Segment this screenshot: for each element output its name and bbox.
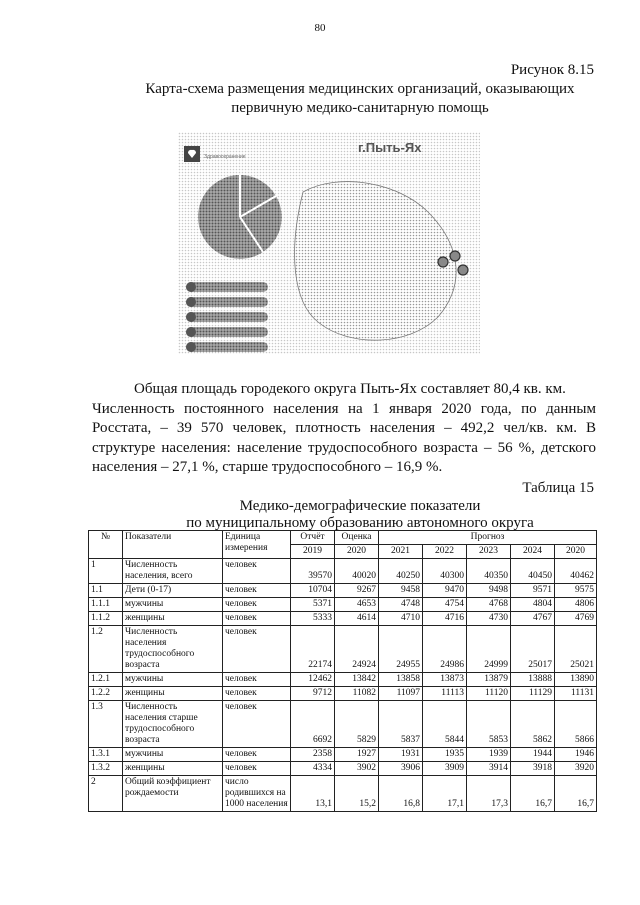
row-value: 15,2 bbox=[335, 776, 379, 812]
table-row bbox=[89, 673, 597, 687]
table-row bbox=[89, 762, 597, 776]
table-row bbox=[89, 701, 597, 748]
figure-title-line-2: первичную медико-санитарную помощь bbox=[231, 100, 489, 116]
header-unit: Единица измерения bbox=[223, 531, 291, 559]
row-value: 6692 bbox=[291, 701, 335, 748]
row-indicator: Численность населения старше трудоспособного возраста bbox=[123, 701, 223, 748]
row-value: 4730 bbox=[467, 612, 511, 626]
row-value: 9458 bbox=[379, 584, 423, 598]
row-value: 5333 bbox=[291, 612, 335, 626]
row-value: 11120 bbox=[467, 687, 511, 701]
figure-title bbox=[110, 80, 610, 118]
row-number: 1 bbox=[89, 559, 123, 584]
row-value: 1946 bbox=[555, 748, 597, 762]
row-unit: человек bbox=[223, 598, 291, 612]
header-report: Отчёт bbox=[291, 531, 335, 545]
row-value: 4754 bbox=[423, 598, 467, 612]
row-value: 5853 bbox=[467, 701, 511, 748]
row-indicator: женщины bbox=[123, 612, 223, 626]
row-value: 9571 bbox=[511, 584, 555, 598]
map-figure bbox=[178, 132, 480, 354]
row-unit: человек bbox=[223, 748, 291, 762]
row-value: 4748 bbox=[379, 598, 423, 612]
row-value: 2358 bbox=[291, 748, 335, 762]
row-value: 11113 bbox=[423, 687, 467, 701]
row-value: 4334 bbox=[291, 762, 335, 776]
header-year: 2024 bbox=[511, 545, 555, 559]
map-marker-icon bbox=[450, 251, 460, 261]
row-value: 24924 bbox=[335, 626, 379, 673]
row-value: 11129 bbox=[511, 687, 555, 701]
row-unit: человек bbox=[223, 559, 291, 584]
row-indicator: Численность населения трудоспособного возраста bbox=[123, 626, 223, 673]
map-marker-icon bbox=[458, 265, 468, 275]
row-value: 1939 bbox=[467, 748, 511, 762]
row-indicator: мужчины bbox=[123, 748, 223, 762]
row-indicator: женщины bbox=[123, 687, 223, 701]
row-number: 1.3.2 bbox=[89, 762, 123, 776]
row-value: 16,7 bbox=[555, 776, 597, 812]
table-title bbox=[110, 498, 610, 532]
row-number: 1.2.1 bbox=[89, 673, 123, 687]
row-number: 1.2.2 bbox=[89, 687, 123, 701]
row-number: 2 bbox=[89, 776, 123, 812]
row-value: 16,7 bbox=[511, 776, 555, 812]
map-marker-icon bbox=[438, 257, 448, 267]
row-value: 9575 bbox=[555, 584, 597, 598]
row-value: 3920 bbox=[555, 762, 597, 776]
figure-title-line-1: Карта-схема размещения медицинских организаций, оказывающих bbox=[145, 81, 575, 97]
table-label: Таблица 15 bbox=[522, 480, 594, 496]
row-value: 9498 bbox=[467, 584, 511, 598]
row-value: 4653 bbox=[335, 598, 379, 612]
row-value: 1927 bbox=[335, 748, 379, 762]
row-value: 1931 bbox=[379, 748, 423, 762]
row-unit: число родившихся на 1000 населения bbox=[223, 776, 291, 812]
row-value: 24955 bbox=[379, 626, 423, 673]
map-logo-text: Здравоохранение bbox=[204, 154, 246, 160]
body-paragraph bbox=[92, 380, 596, 478]
row-value: 10704 bbox=[291, 584, 335, 598]
row-indicator: женщины bbox=[123, 762, 223, 776]
row-value: 40020 bbox=[335, 559, 379, 584]
header-estimate: Оценка bbox=[335, 531, 379, 545]
table-row bbox=[89, 687, 597, 701]
row-value: 5371 bbox=[291, 598, 335, 612]
row-indicator: Общий коэффициент рождаемости bbox=[123, 776, 223, 812]
row-indicator: мужчины bbox=[123, 598, 223, 612]
table-title-line-1: Медико-демографические показатели bbox=[239, 498, 481, 514]
header-year: 2021 bbox=[379, 545, 423, 559]
row-number: 1.3 bbox=[89, 701, 123, 748]
row-unit: человек bbox=[223, 584, 291, 598]
row-value: 40250 bbox=[379, 559, 423, 584]
page-number: 80 bbox=[314, 22, 326, 34]
row-value: 13858 bbox=[379, 673, 423, 687]
row-value: 11131 bbox=[555, 687, 597, 701]
row-value: 9712 bbox=[291, 687, 335, 701]
row-value: 13890 bbox=[555, 673, 597, 687]
row-value: 39570 bbox=[291, 559, 335, 584]
row-value: 4768 bbox=[467, 598, 511, 612]
table-row bbox=[89, 776, 597, 812]
paragraph-rest: Численность постоянного населения на 1 января 2020 года, по данным Росстата, – 39 570 человек, плотность населения – 492,2 чел/кв. км. В структуре населения: население трудоспособного возраста – 56 %, детского населения – 27,1 %, старше трудоспособного – 16,9 %. bbox=[92, 400, 596, 475]
row-value: 16,8 bbox=[379, 776, 423, 812]
row-value: 9267 bbox=[335, 584, 379, 598]
row-unit: человек bbox=[223, 626, 291, 673]
row-indicator: Дети (0-17) bbox=[123, 584, 223, 598]
paragraph-line-1: Общая площадь городекого округа Пыть-Ях составляет 80,4 кв. км. bbox=[134, 381, 566, 397]
row-value: 4804 bbox=[511, 598, 555, 612]
row-value: 40350 bbox=[467, 559, 511, 584]
row-value: 3906 bbox=[379, 762, 423, 776]
row-number: 1.1.2 bbox=[89, 612, 123, 626]
row-indicator: Численность населения, всего bbox=[123, 559, 223, 584]
row-value: 17,3 bbox=[467, 776, 511, 812]
row-value: 3909 bbox=[423, 762, 467, 776]
row-value: 13873 bbox=[423, 673, 467, 687]
header-no: № bbox=[89, 531, 123, 559]
row-value: 4769 bbox=[555, 612, 597, 626]
row-value: 3914 bbox=[467, 762, 511, 776]
row-value: 40300 bbox=[423, 559, 467, 584]
header-year: 2023 bbox=[467, 545, 511, 559]
row-unit: человек bbox=[223, 687, 291, 701]
row-value: 25017 bbox=[511, 626, 555, 673]
healthcare-logo bbox=[184, 146, 200, 162]
row-value: 5862 bbox=[511, 701, 555, 748]
row-value: 13,1 bbox=[291, 776, 335, 812]
legend-pie bbox=[198, 175, 282, 259]
table-row bbox=[89, 584, 597, 598]
row-value: 40462 bbox=[555, 559, 597, 584]
header-year: 2022 bbox=[423, 545, 467, 559]
row-unit: человек bbox=[223, 612, 291, 626]
row-number: 1.3.1 bbox=[89, 748, 123, 762]
row-value: 11097 bbox=[379, 687, 423, 701]
table-row bbox=[89, 748, 597, 762]
row-value: 5844 bbox=[423, 701, 467, 748]
row-value: 4614 bbox=[335, 612, 379, 626]
table-row bbox=[89, 598, 597, 612]
row-value: 5829 bbox=[335, 701, 379, 748]
row-value: 17,1 bbox=[423, 776, 467, 812]
header-year: 2020 bbox=[555, 545, 597, 559]
header-year: 2019 bbox=[291, 545, 335, 559]
map-city-label: г.Пыть-Ях bbox=[358, 140, 422, 155]
row-indicator: мужчины bbox=[123, 673, 223, 687]
table-title-line-2: по муниципальному образованию автономного округа bbox=[186, 515, 534, 531]
row-value: 4806 bbox=[555, 598, 597, 612]
row-value: 13842 bbox=[335, 673, 379, 687]
table-row bbox=[89, 559, 597, 584]
row-unit: человек bbox=[223, 701, 291, 748]
row-value: 1935 bbox=[423, 748, 467, 762]
row-value: 4767 bbox=[511, 612, 555, 626]
row-value: 5837 bbox=[379, 701, 423, 748]
header-indicator: Показатели bbox=[123, 531, 223, 559]
row-value: 9470 bbox=[423, 584, 467, 598]
row-unit: человек bbox=[223, 762, 291, 776]
table-row bbox=[89, 626, 597, 673]
table-header-row bbox=[89, 531, 597, 545]
row-value: 3918 bbox=[511, 762, 555, 776]
row-value: 11082 bbox=[335, 687, 379, 701]
demographics-table bbox=[88, 530, 597, 812]
row-value: 3902 bbox=[335, 762, 379, 776]
row-value: 24999 bbox=[467, 626, 511, 673]
row-value: 22174 bbox=[291, 626, 335, 673]
row-unit: человек bbox=[223, 673, 291, 687]
row-value: 13888 bbox=[511, 673, 555, 687]
row-value: 1944 bbox=[511, 748, 555, 762]
row-value: 25021 bbox=[555, 626, 597, 673]
row-value: 12462 bbox=[291, 673, 335, 687]
row-value: 4716 bbox=[423, 612, 467, 626]
table-row bbox=[89, 612, 597, 626]
row-value: 40450 bbox=[511, 559, 555, 584]
row-value: 4710 bbox=[379, 612, 423, 626]
row-number: 1.1 bbox=[89, 584, 123, 598]
header-forecast: Прогноз bbox=[379, 531, 597, 545]
row-value: 13879 bbox=[467, 673, 511, 687]
row-number: 1.2 bbox=[89, 626, 123, 673]
figure-label: Рисунок 8.15 bbox=[510, 62, 594, 78]
header-year: 2020 bbox=[335, 545, 379, 559]
row-value: 5866 bbox=[555, 701, 597, 748]
row-number: 1.1.1 bbox=[89, 598, 123, 612]
row-value: 24986 bbox=[423, 626, 467, 673]
